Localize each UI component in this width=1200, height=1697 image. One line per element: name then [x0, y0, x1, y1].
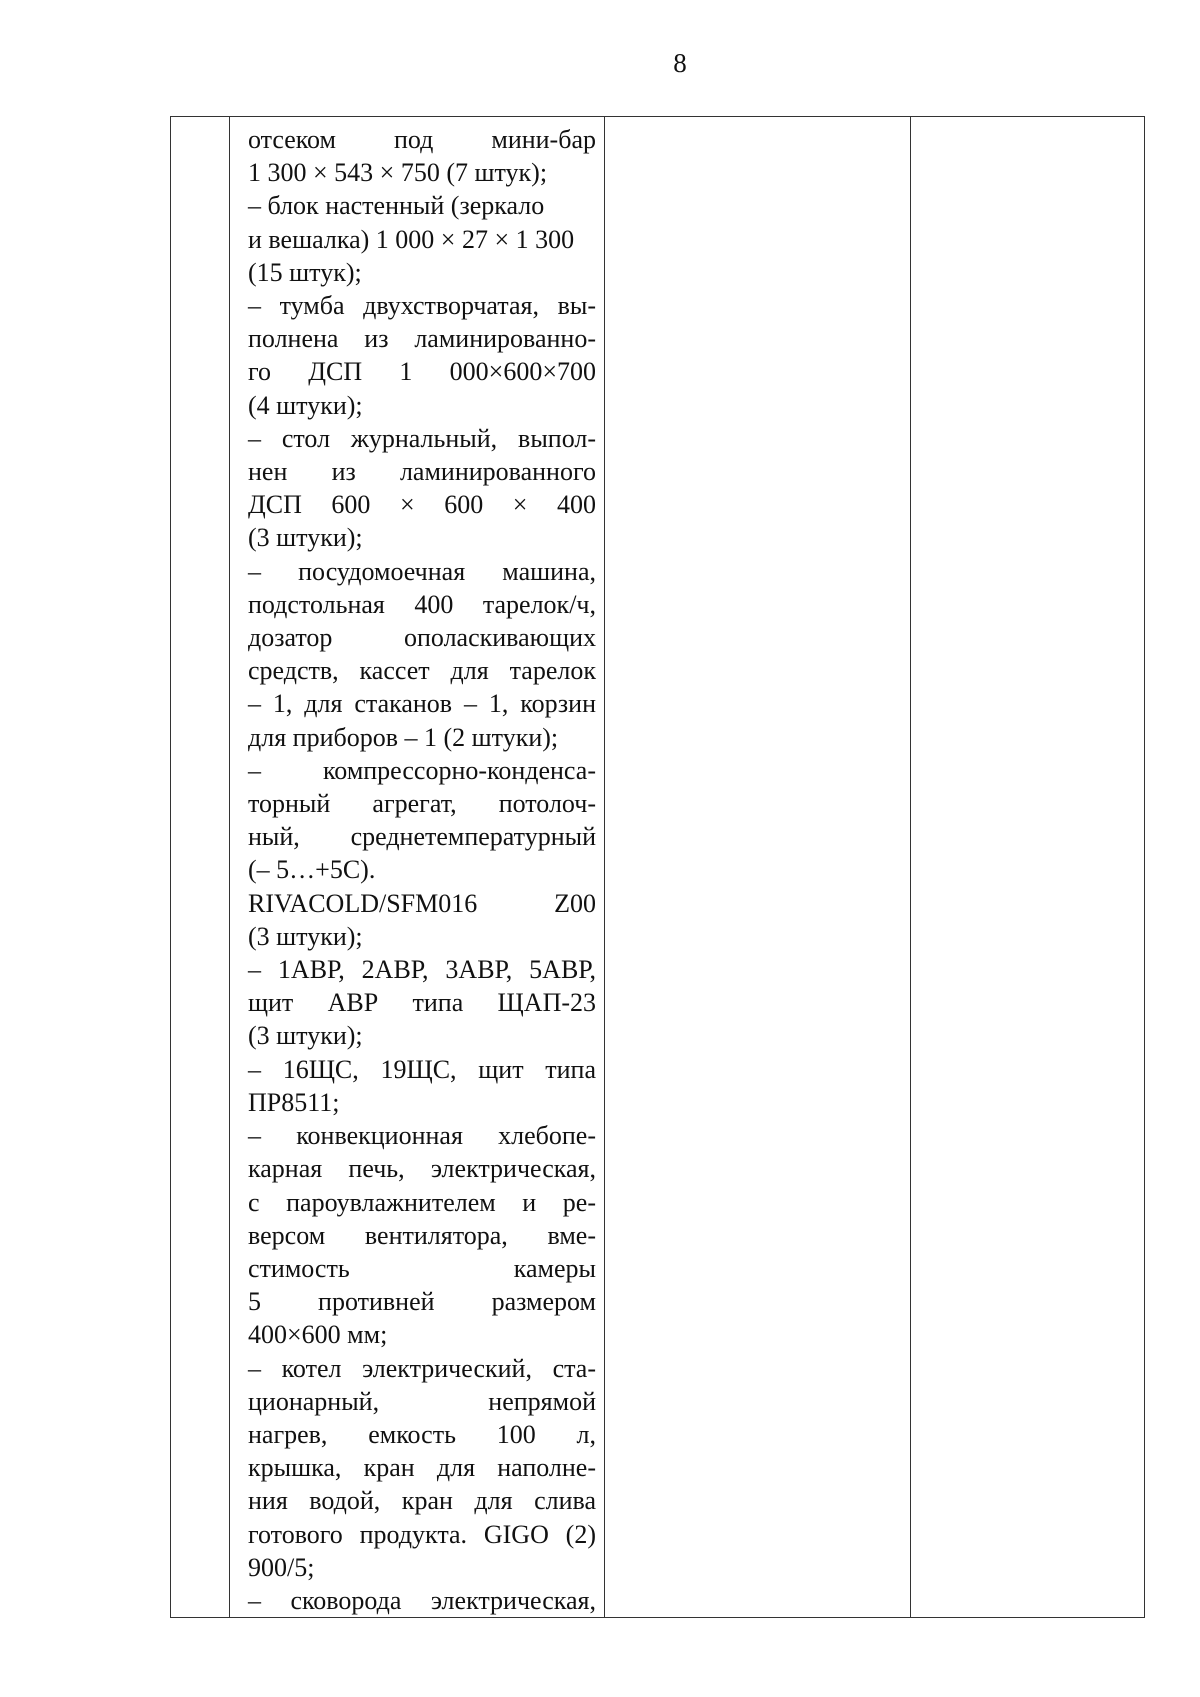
text-line: ный, среднетемпературный: [248, 822, 596, 852]
text-line: и вешалка) 1 000 × 27 × 1 300: [248, 224, 575, 254]
text-line: RIVACOLD/SFM016 Z00: [248, 888, 596, 918]
text-line: – 16ЩС, 19ЩС, щит типа: [248, 1054, 596, 1084]
text-line: отсеком под мини-бар: [248, 125, 596, 154]
text-line: 1 300 × 543 × 750 (7 штук);: [248, 158, 548, 188]
text-line: готового продукта. GIGO (2): [248, 1519, 596, 1549]
text-line: – сковорода электрическая,: [248, 1585, 596, 1615]
text-line: карная печь, электрическая,: [248, 1154, 596, 1184]
equipment-table: [170, 116, 1145, 1618]
text-line: – 1, для стаканов – 1, корзин: [248, 689, 596, 719]
table-cell-empty: [911, 117, 1145, 1618]
text-line: средств, кассет для тарелок: [248, 656, 596, 686]
text-line: нен из ламинированного: [248, 457, 596, 487]
table-cell-number: [171, 117, 230, 1618]
text-line: ДСП 600 × 600 × 400: [248, 490, 596, 520]
text-line: – компрессорно-конденса-: [248, 755, 596, 785]
text-line: – 1АВР, 2АВР, 3АВР, 5АВР,: [248, 955, 596, 985]
text-line: торный агрегат, потолоч-: [248, 789, 596, 819]
text-line: го ДСП 1 000×600×700: [248, 357, 596, 387]
text-line: 5 противней размером: [248, 1287, 596, 1317]
page-number: 8: [673, 48, 687, 78]
text-line: полнена из ламинированно-: [248, 324, 596, 354]
table-cell-empty: [605, 117, 911, 1618]
text-line: (3 штуки);: [248, 523, 363, 553]
text-line: ния водой, кран для слива: [248, 1486, 596, 1516]
text-line: версом вентилятора, вме-: [248, 1220, 596, 1250]
text-line: щит АВР типа ЩАП-23: [248, 988, 596, 1018]
text-line: – тумба двухстворчатая, вы-: [248, 291, 596, 321]
text-line: ционарный, непрямой: [248, 1386, 596, 1416]
text-line: стимость камеры: [248, 1253, 596, 1283]
text-line: нагрев, емкость 100 л,: [248, 1419, 596, 1449]
text-line: – котел электрический, ста-: [248, 1353, 596, 1383]
text-line: (3 штуки);: [248, 1021, 363, 1051]
table-cell-equipment-list: [230, 117, 605, 1618]
text-line: 400×600 мм;: [248, 1320, 388, 1350]
text-line: для приборов – 1 (2 штуки);: [248, 722, 559, 752]
text-line: (4 штуки);: [248, 390, 363, 420]
text-line: крышка, кран для наполне-: [248, 1453, 596, 1483]
table-row: [171, 117, 1145, 1618]
text-line: (– 5…+5С).: [248, 855, 376, 885]
text-line: – стол журнальный, выпол-: [248, 423, 596, 453]
text-line: (3 штуки);: [248, 921, 363, 951]
equipment-list-text: [230, 117, 604, 1617]
text-line: с пароувлажнителем и ре-: [248, 1187, 596, 1217]
text-line: – конвекционная хлебопе-: [248, 1121, 596, 1151]
text-line: 900/5;: [248, 1552, 315, 1582]
text-line: – посудомоечная машина,: [248, 556, 596, 586]
text-line: ПР8511;: [248, 1087, 340, 1117]
text-line: подстольная 400 тарелок/ч,: [248, 589, 596, 619]
text-line: (15 штук);: [248, 257, 362, 287]
text-line: – блок настенный (зеркало: [248, 191, 545, 221]
text-line: дозатор ополаскивающих: [248, 623, 596, 653]
